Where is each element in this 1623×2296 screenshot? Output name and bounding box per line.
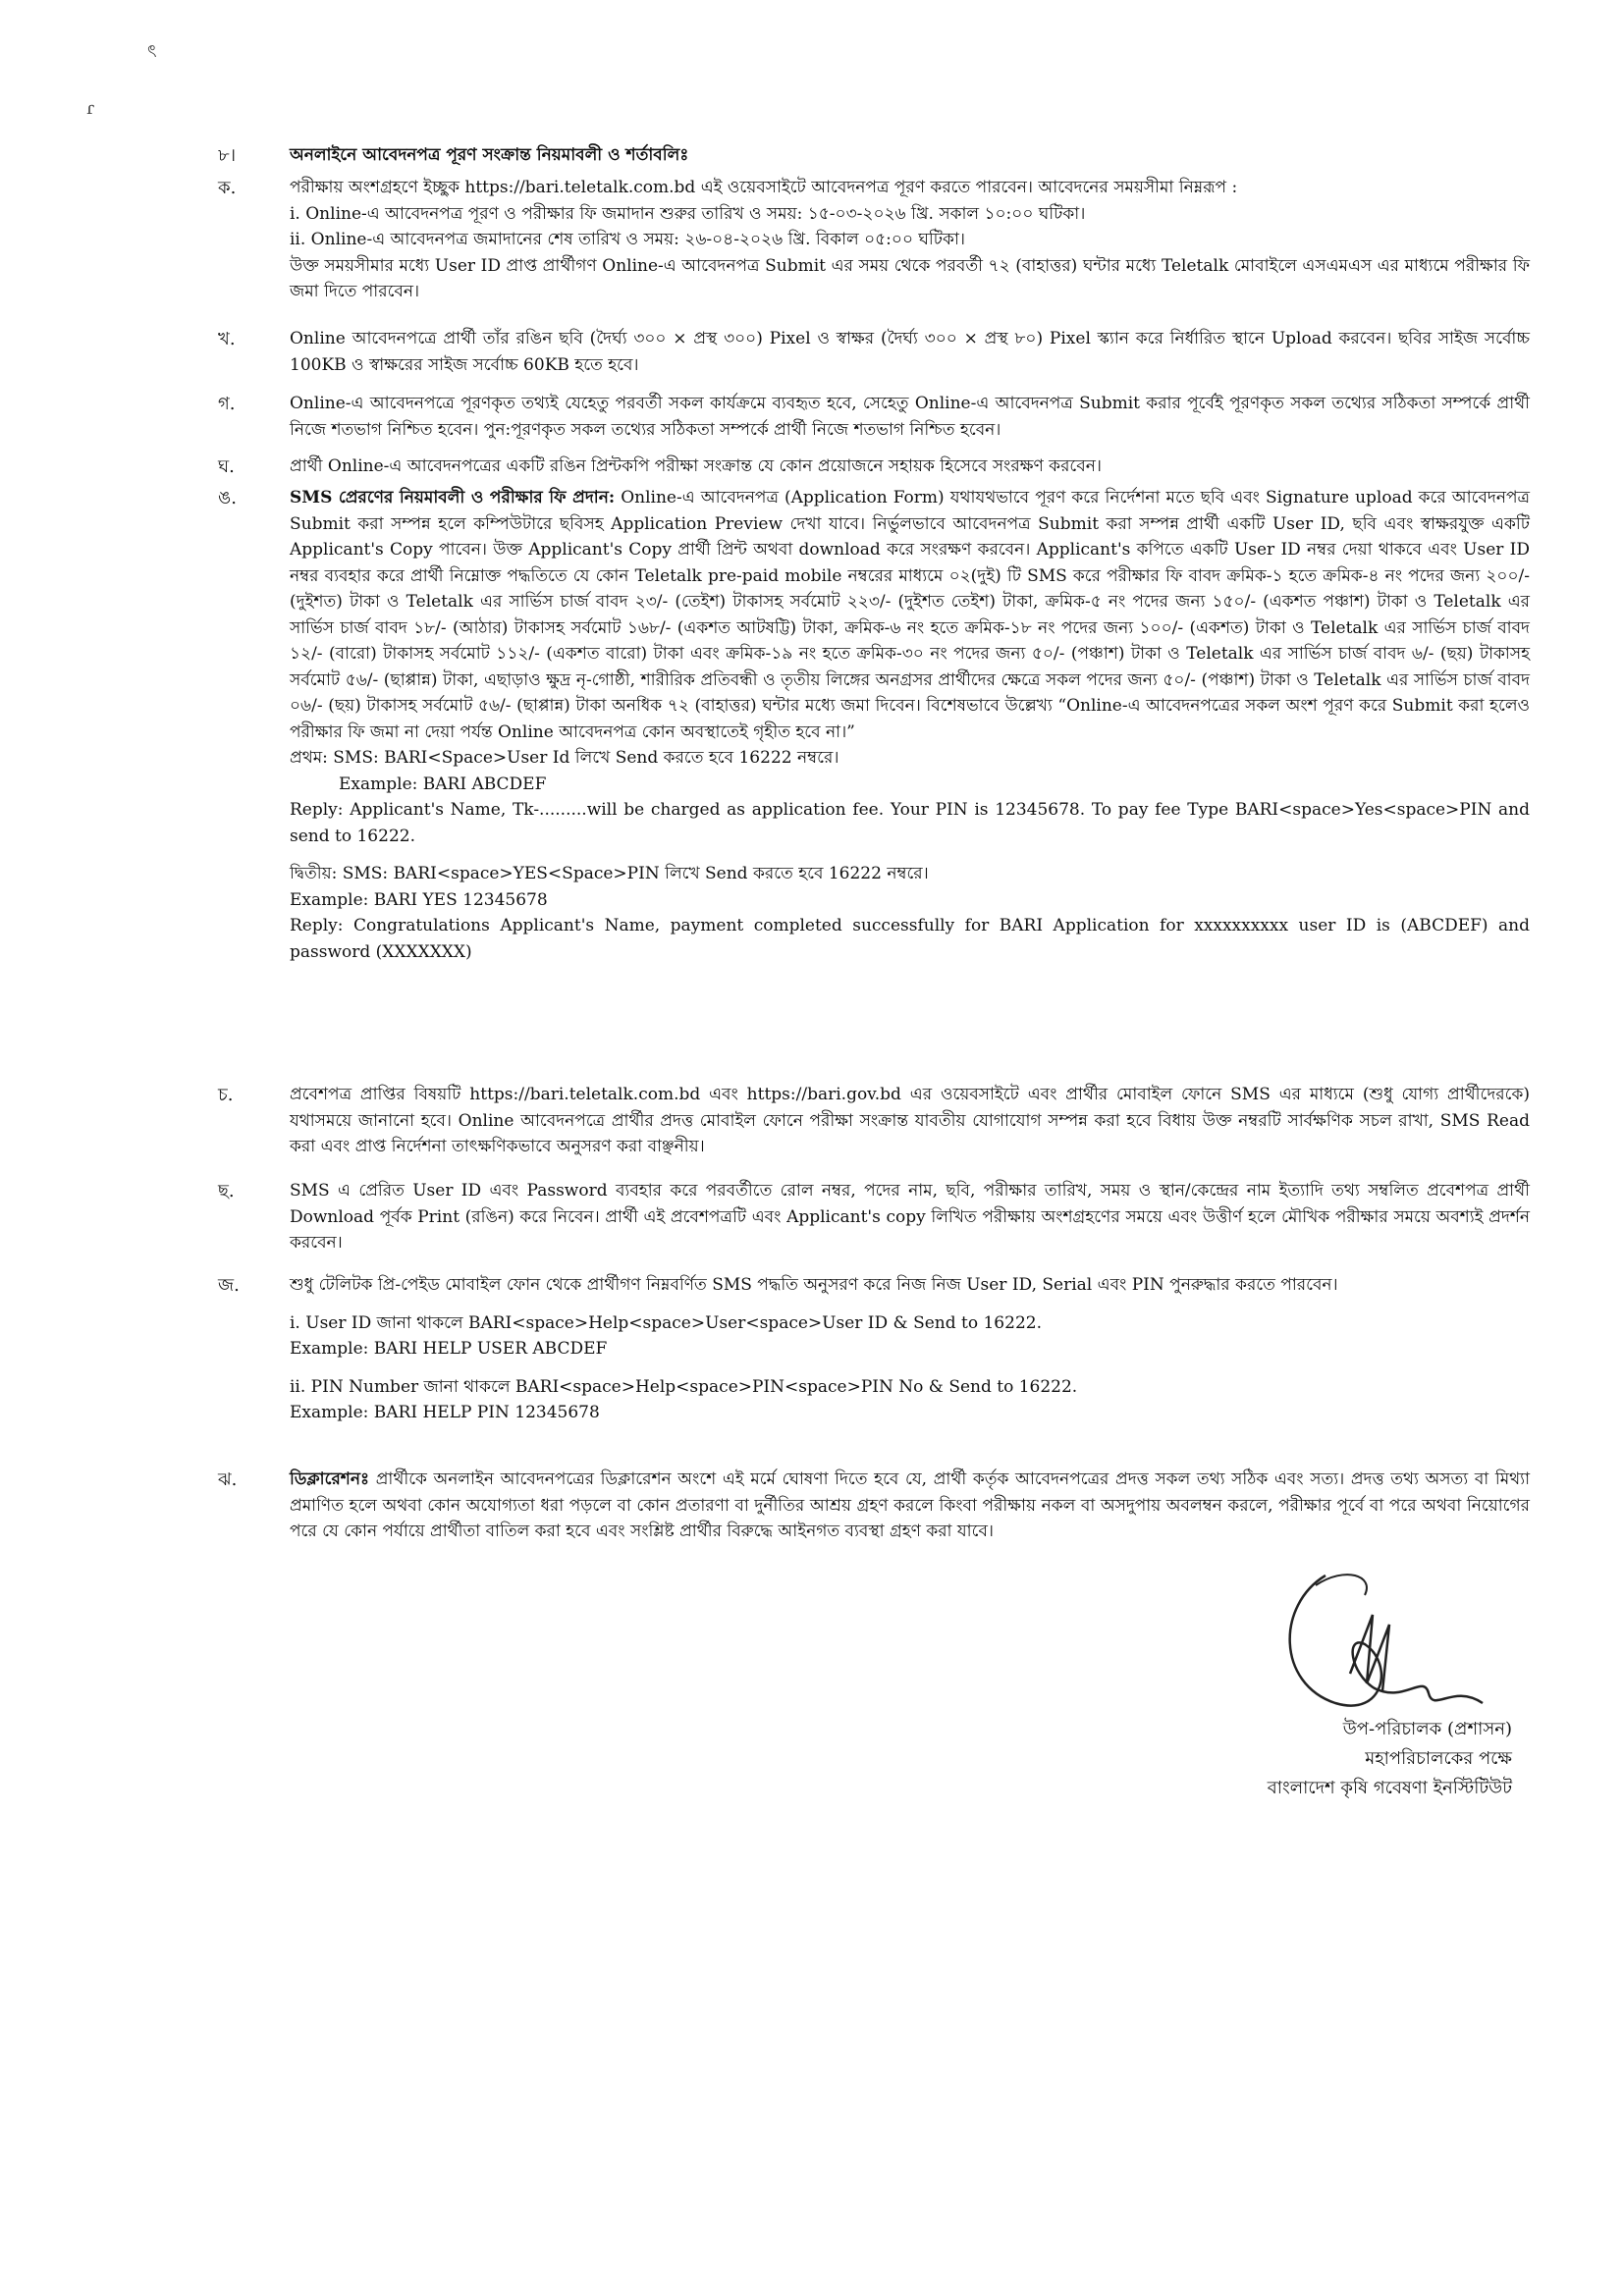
- item-label: গ.: [218, 394, 236, 414]
- item-label: খ.: [218, 329, 236, 349]
- first-reply: Reply: Applicant's Name, Tk-.........will be charged as application fee. Your PIN is 12345678. To pay fee Type BARI<space>Yes<space>PIN and send to 16222.: [290, 800, 1530, 846]
- item-ga-text: Online-এ আবেদনপত্রে পূরণকৃত তথ্যই যেহেতু পরবর্তী সকল কার্যক্রমে ব্যবহৃত হবে, সেহেতু Online-এ আবেদনপত্র Submit করার পূর্বেই পূরণকৃত সকল তথ্যের সঠিকতা সম্পর্কে প্রার্থী নিজে শতভাগ নিশ্চিত হবেন। পুন:পূরণকৃত সকল তথ্যের সঠিকতা সম্পর্কে প্রার্থী নিজে শতভাগ নিশ্চিত হবেন।: [290, 394, 1530, 440]
- item-kha-text: Online আবেদনপত্রে প্রার্থী তাঁর রঙিন ছবি (দৈর্ঘ্য ৩০০ × প্রস্থ ৩০০) Pixel ও স্বাক্ষর (দৈর্ঘ্য ৩০০ × প্রস্থ ৮০) Pixel স্ক্যান করে নির্ধারিত স্থানে Upload করবেন। ছবির সাইজ সর্বোচ্চ 100KB ও স্বাক্ষরের সাইজ সর্বোচ্চ 60KB হতে হবে।: [290, 329, 1530, 375]
- second-sms: দ্বিতীয়: SMS: BARI<space>YES<Space>PIN লিখে Send করতে হবে 16222 নম্বরে।: [290, 864, 929, 883]
- item-label: ঘ.: [218, 456, 235, 477]
- signatory-designation: উপ-পরিচালক (প্রশাসন): [1342, 1719, 1512, 1739]
- item-ka-end-date: ii. Online-এ আবেদনপত্র জমাদানের শেষ তারিখ ও সময়: ২৬-০৪-২০২৬ খ্রি. বিকাল ০৫:০০ ঘটিকা।: [290, 230, 965, 249]
- declaration-text: প্রার্থীকে অনলাইন আবেদনপত্রের ডিক্লারেশন অংশে এই মর্মে ঘোষণা দিতে হবে যে, প্রার্থী কর্তৃক আবেদনপত্রের প্রদত্ত সকল তথ্য সঠিক এবং সত্য। প্রদত্ত তথ্য অসত্য বা মিথ্যা প্রমাণিত হলে অথবা কোন অযোগ্যতা ধরা পড়লে বা কোন প্রতারণা বা দুর্নীতির আশ্রয় গ্রহণ করলে কিংবা পরীক্ষায় নকল বা অসদুপায় অবলম্বন করলে, পরীক্ষার পূর্বে বা পরে অথবা নিয়োগের পরে যে কোন পর্যায়ে প্রার্থীতা বাতিল করা হবে এবং সংশ্লিষ্ট প্রার্থীর বিরুদ্ধে আইনগত ব্যবস্থা গ্রহণ করা যাবে।: [290, 1469, 1531, 1541]
- retrieve-user-id-example: Example: BARI HELP USER ABCDEF: [290, 1339, 608, 1359]
- item-label: জ.: [218, 1275, 240, 1296]
- corner-mark-top: ৎ: [147, 41, 157, 62]
- first-sms: প্রথম: SMS: BARI<Space>User Id লিখে Send করতে হবে 16222 নম্বরে।: [290, 748, 839, 768]
- item-ka-note: উক্ত সময়সীমার মধ্যে User ID প্রাপ্ত প্রার্থীগণ Online-এ আবেদনপত্র Submit এর সময় থেকে পরবর্তী ৭২ (বাহাত্তর) ঘন্টার মধ্যে Teletalk মোবাইলে এসএমএস এর মাধ্যমে পরীক্ষার ফি জমা দিতে পারবেন।: [290, 255, 1530, 301]
- second-reply: Reply: Congratulations Applicant's Name, payment completed successfully for BARI Application for xxxxxxxxxx user ID is (ABCDEF) and password (XXXXXXX): [290, 916, 1530, 962]
- item-ja-text: শুধু টেলিটক প্রি-পেইড মোবাইল ফোন থেকে প্রার্থীগণ নিম্নবর্ণিত SMS পদ্ধতি অনুসরণ করে নিজ নিজ User ID, Serial এবং PIN পুনরুদ্ধার করতে পারবেন।: [290, 1275, 1338, 1295]
- item-cha-text: প্রবেশপত্র প্রাপ্তির বিষয়টি https://bari.teletalk.com.bd এবং https://bari.gov.bd এর ওয়েবসাইটে এবং প্রার্থীর মোবাইল ফোনে SMS এর মাধ্যমে (শুধু যোগ্য প্রার্থীদেরকে) যথাসময়ে জানানো হবে। Online আবেদনপত্রে প্রার্থীর প্রদত্ত মোবাইল ফোনে পরীক্ষা সংক্রান্ত যাবতীয় যোগাযোগ সম্পন্ন করা হবে বিধায় উক্ত নম্বরটি সার্বক্ষণিক সচল রাখা, SMS Read করা এবং প্রাপ্ত নির্দেশনা তাৎক্ষণিকভাবে অনুসরণ করা বাঞ্ছনীয়।: [290, 1085, 1530, 1156]
- retrieve-pin-example: Example: BARI HELP PIN 12345678: [290, 1403, 600, 1422]
- section-number: ৮।: [218, 145, 237, 166]
- item-chha-text: SMS এ প্রেরিত User ID এবং Password ব্যবহার করে পরবর্তীতে রোল নম্বর, পদের নাম, ছবি, পরীক্ষার তারিখ, সময় ও স্থান/কেন্দ্রের নাম ইত্যাদি তথ্য সম্বলিত প্রবেশপত্র প্রার্থী Download পূর্বক Print (রঙিন) করে নিবেন। প্রার্থী এই প্রবেশপত্রটি এবং Applicant's copy লিখিত পরীক্ষায় অংশগ্রহণের সময়ে এবং উত্তীর্ণ হলে মৌখিক পরীক্ষার সময়ে অবশ্যই প্রদর্শন করবেন।: [290, 1181, 1530, 1253]
- item-label: ক.: [218, 178, 237, 198]
- item-ka-intro: পরীক্ষায় অংশগ্রহণে ইচ্ছুক https://bari.teletalk.com.bd এই ওয়েবসাইটে আবেদনপত্র পূরণ করতে পারবেন। আবেদনের সময়সীমা নিম্নরূপ :: [290, 178, 1238, 197]
- item-label: চ.: [218, 1085, 234, 1105]
- declaration-title: ডিক্লারেশনঃ: [290, 1469, 370, 1489]
- first-example: Example: BARI ABCDEF: [339, 774, 547, 794]
- item-label: ছ.: [218, 1181, 235, 1201]
- retrieve-pin: ii. PIN Number জানা থাকলে BARI<space>Help<space>PIN<space>PIN No & Send to 16222.: [290, 1376, 1078, 1397]
- sms-rules-title: SMS প্রেরণের নিয়মাবলী ও পরীক্ষার ফি প্রদান:: [290, 488, 616, 507]
- retrieve-user-id: i. User ID জানা থাকলে BARI<space>Help<space>User<space>User ID & Send to 16222.: [290, 1312, 1042, 1333]
- signatory-institute: বাংলাদেশ কৃষি গবেষণা ইনস্টিটিউট: [1267, 1778, 1512, 1798]
- corner-mark-left: ɾ: [86, 98, 95, 119]
- item-ka-start-date: i. Online-এ আবেদনপত্র পূরণ ও পরীক্ষার ফি জমাদান শুরুর তারিখ ও সময়: ১৫-০৩-২০২৬ খ্রি. সকাল ১০:০০ ঘটিকা।: [290, 203, 1086, 224]
- sms-rules-text: Online-এ আবেদনপত্র (Application Form) যথাযথভাবে পূরণ করে নির্দেশনা মতে ছবি এবং Signature upload করে আবেদনপত্র Submit করা সম্পন্ন হলে কম্পিউটারে ছবিসহ Application Preview দেখা যাবে। নির্ভুলভাবে আবেদনপত্র Submit করা সম্পন্ন প্রার্থী একটি User ID, ছবি এবং স্বাক্ষরযুক্ত একটি Applicant's Copy পাবেন। উক্ত Applicant's Copy প্রার্থী প্রিন্ট অথবা download করে সংরক্ষণ করবেন। Applicant's কপিতে একটি User ID নম্বর দেয়া থাকবে এবং User ID নম্বর ব্যবহার করে প্রার্থী নিম্নোক্ত পদ্ধতিতে যে কোন Teletalk pre-paid mobile নম্বরের মাধ্যমে ০২(দুই) টি SMS করে পরীক্ষার ফি বাবদ ক্রমিক-১ হতে ক্রমিক-৪ নং পদের জন্য ২০০/- (দুইশত) টাকা ও Teletalk এর সার্ভিস চার্জ বাবদ ২৩/- (তেইশ) টাকাসহ সর্বমোট ২২৩/- (দুইশত তেইশ) টাকা, ক্রমিক-৫ নং পদের জন্য ১৫০/- (একশত পঞ্চাশ) টাকা ও Teletalk এর সার্ভিস চার্জ বাবদ ১৮/- (আঠার) টাকাসহ সর্বমোট ১৬৮/- (একশত আটষট্টি) টাকা, ক্রমিক-৬ নং হতে ক্রমিক-১৮ নং পদের জন্য ১০০/- (একশত) টাকা ও Teletalk এর সার্ভিস চার্জ বাবদ ১২/- (বারো) টাকাসহ সর্বমোট ১১২/- (একশত বারো) টাকা এবং ক্রমিক-১৯ নং হতে ক্রমিক-৩০ নং পদের জন্য ৫০/- (পঞ্চাশ) টাকা ও Teletalk এর সার্ভিস চার্জ বাবদ ৬/- (ছয়) টাকাসহ সর্বমোট ৫৬/- (ছাপ্পান্ন) টাকা, এছাড়াও ক্ষুদ্র নৃ-গোষ্ঠী, শারীরিক প্রতিবন্ধী ও তৃতীয় লিঙ্গের অনগ্রসর প্রার্থীদের ক্ষেত্রে সকল পদের জন্য ৫০/- (পঞ্চাশ) টাকা ও Teletalk এর সার্ভিস চার্জ বাবদ ০৬/- (ছয়) টাকাসহ সর্বমোট ৫৬/- (ছাপ্পান্ন) টাকা অনধিক ৭২ (বাহাত্তর) ঘন্টার মধ্যে জমা দিবেন। বিশেষভাবে উল্লেখ্য “Online-এ আবেদনপত্রের সকল অংশ পূরণ করে Submit করা হলেও পরীক্ষার ফি জমা না দেয়া পর্যন্ত Online আবেদনপত্র কোন অবস্থাতেই গৃহীত হবে না।”: [290, 488, 1531, 742]
- signature-block: [1139, 1556, 1551, 1811]
- handwritten-signature: [1257, 1556, 1512, 1723]
- item-label: ঝ.: [218, 1469, 238, 1490]
- second-example: Example: BARI YES 12345678: [290, 889, 548, 910]
- item-gha-text: প্রার্থী Online-এ আবেদনপত্রের একটি রঙিন প্রিন্টকপি পরীক্ষা সংক্রান্ত যে কোন প্রয়োজনে সহায়ক হিসেবে সংরক্ষণ করবেন।: [290, 456, 1102, 476]
- item-label: ঙ.: [218, 488, 237, 508]
- signatory-on-behalf: মহাপরিচালকের পক্ষে: [1365, 1748, 1512, 1769]
- section-title: অনলাইনে আবেদনপত্র পূরণ সংক্রান্ত নিয়মাবলী ও শর্তাবলিঃ: [290, 145, 689, 165]
